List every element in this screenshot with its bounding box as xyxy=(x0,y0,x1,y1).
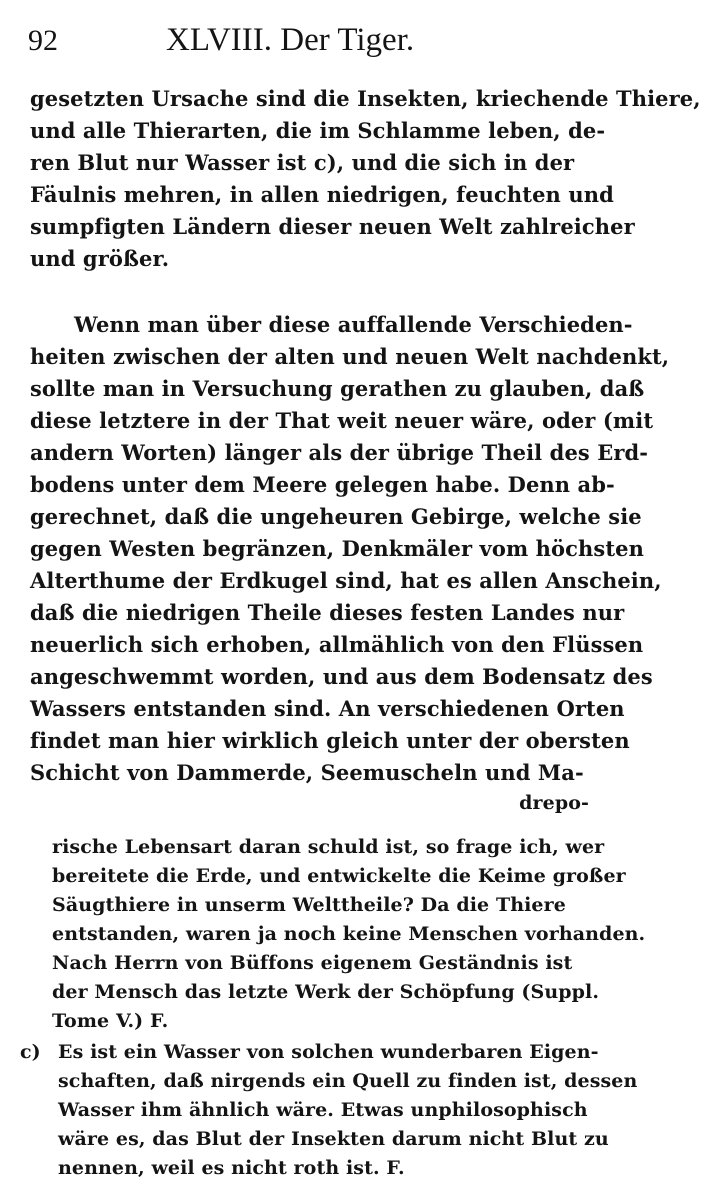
body-line: diese letztere in der That weit neuer wäre, oder (mit xyxy=(30,408,654,433)
body-line: gegen Westen begränzen, Denkmäler vom höchsten xyxy=(30,536,644,561)
footnote-marker: c) xyxy=(20,1041,41,1063)
body-line: Schicht von Dammerde, Seemuscheln und Ma- xyxy=(30,760,584,785)
body-line: Alterthume der Erdkugel sind, hat es allen Anschein, xyxy=(30,568,662,593)
body-line: daß die niedrigen Theile dieses festen Landes nur xyxy=(30,600,625,625)
body-line: sollte man in Versuchung gerathen zu glauben, daß xyxy=(30,376,645,401)
footnote-line: schaften, daß nirgends ein Quell zu finden ist, dessen xyxy=(58,1070,638,1092)
footnote-line: Es ist ein Wasser von solchen wunderbaren Eigen- xyxy=(58,1041,599,1063)
body-line: heiten zwischen der alten und neuen Welt nachdenkt, xyxy=(30,344,670,369)
footnote-line: Tome V.) F. xyxy=(52,1010,169,1032)
body-line: Wenn man über diese auffallende Verschieden- xyxy=(74,312,633,337)
footnote-line: rische Lebensart daran schuld ist, so frage ich, wer xyxy=(52,836,605,858)
body-line: findet man hier wirklich gleich unter der obersten xyxy=(30,728,630,753)
page-number: 92 xyxy=(28,24,58,57)
body-line: ren Blut nur Wasser ist c), und die sich in der xyxy=(30,150,575,175)
footnote-line: Wasser ihm ähnlich wäre. Etwas unphilosophisch xyxy=(58,1099,588,1121)
body-line: angeschwemmt worden, und aus dem Bodensatz des xyxy=(30,664,653,689)
page-header xyxy=(28,16,593,64)
body-line: Wassers entstanden sind. An verschiedenen Orten xyxy=(30,696,625,721)
body-line: andern Worten) länger als der übrige Theil des Erd- xyxy=(30,440,649,465)
catchword: drepo- xyxy=(519,792,589,814)
footnote-line: entstanden, waren ja noch keine Menschen vorhanden. xyxy=(52,923,646,945)
footnote-line: bereitete die Erde, und entwickelte die Keime großer xyxy=(52,865,626,887)
body-line: sumpfigten Ländern dieser neuen Welt zahlreicher xyxy=(30,214,635,239)
footnote-line: der Mensch das letzte Werk der Schöpfung (Suppl. xyxy=(52,981,600,1003)
running-title: XLVIII. Der Tiger. xyxy=(166,22,415,58)
body-line: bodens unter dem Meere gelegen habe. Denn ab- xyxy=(30,472,615,497)
body-line: gesetzten Ursache sind die Insekten, kriechende Thiere, xyxy=(30,86,701,111)
body-line: Fäulnis mehren, in allen niedrigen, feuchten und xyxy=(30,182,614,207)
footnote-line: wäre es, das Blut der Insekten darum nicht Blut zu xyxy=(58,1128,609,1150)
footnote-line: nennen, weil es nicht roth ist. F. xyxy=(58,1157,405,1179)
footnote-line: Säugthiere in unserm Welttheile? Da die Thiere xyxy=(52,894,566,916)
body-line: gerechnet, daß die ungeheuren Gebirge, welche sie xyxy=(30,504,642,529)
body-line: und größer. xyxy=(30,246,170,271)
footnote-line: Nach Herrn von Büffons eigenem Geständnis ist xyxy=(52,952,573,974)
body-line: und alle Thierarten, die im Schlamme leben, de- xyxy=(30,118,606,143)
body-line: neuerlich sich erhoben, allmählich von den Flüssen xyxy=(30,632,644,657)
